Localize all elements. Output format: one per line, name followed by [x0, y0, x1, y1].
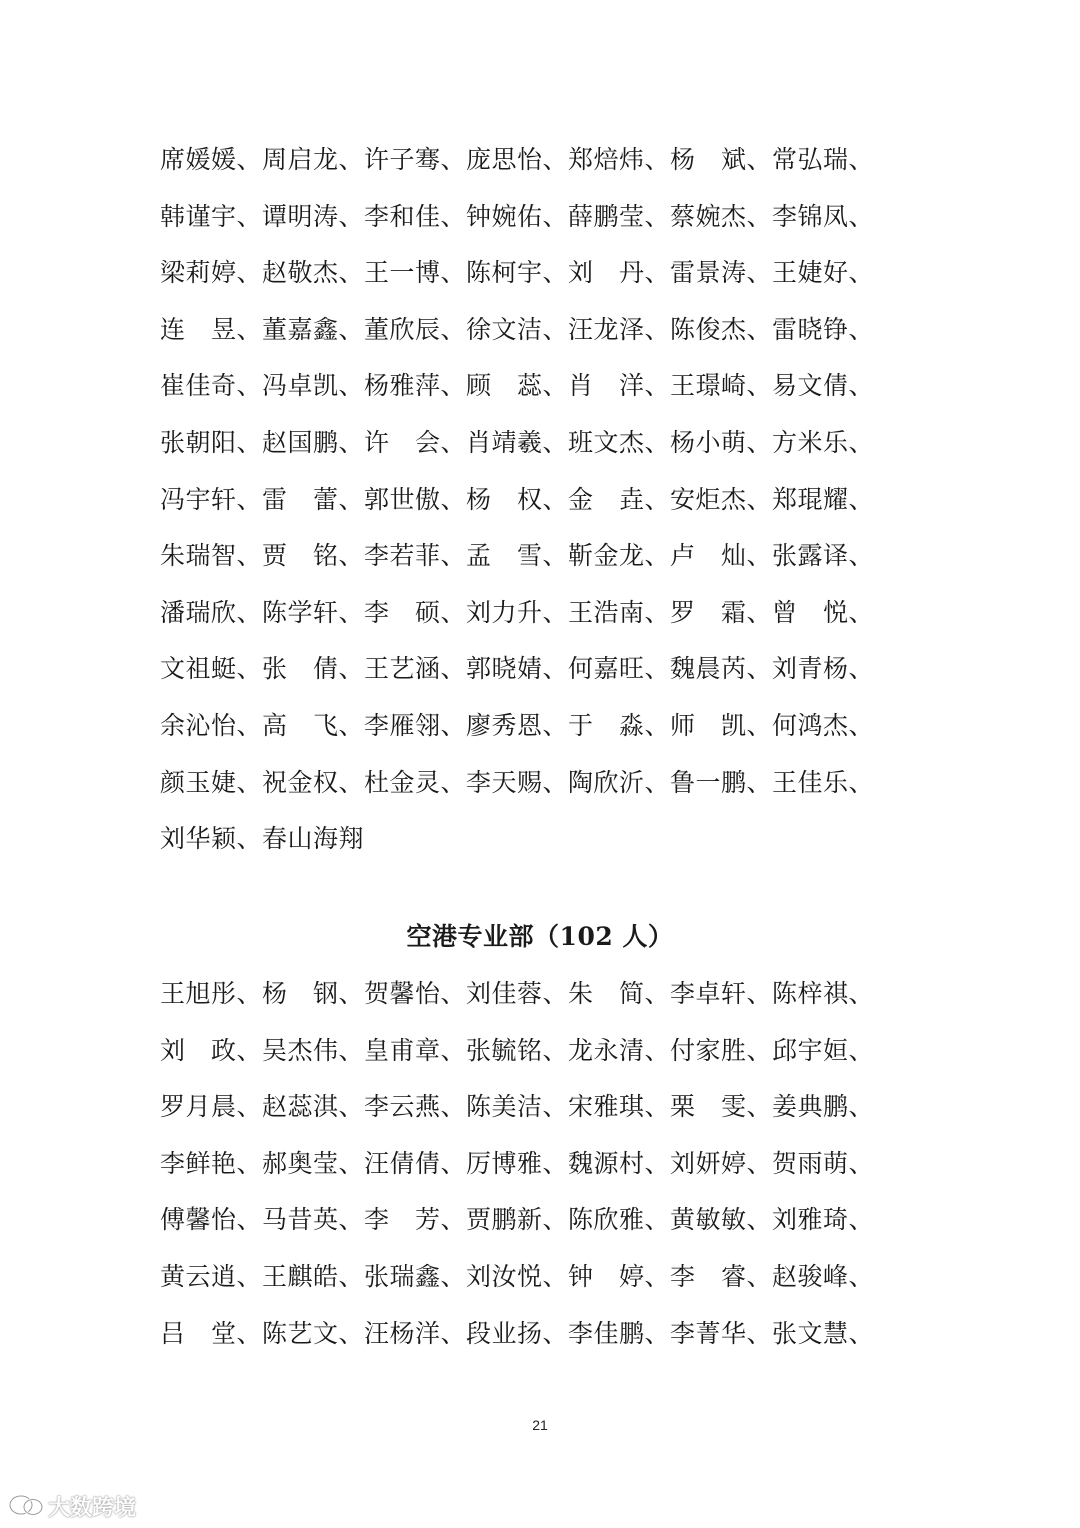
name-list-line: 潘瑞欣、陈学轩、李 硕、刘力升、王浩南、罗 霜、曾 悦、	[160, 597, 875, 627]
name-list-line: 崔佳奇、冯卓凯、杨雅萍、顾 蕊、肖 洋、王璟崎、易文倩、	[160, 371, 875, 401]
name-list-line: 刘 政、吴杰伟、皇甫章、张毓铭、龙永清、付家胜、邱宇姮、	[160, 1035, 875, 1065]
name-list-line: 张朝阳、赵国鹏、许 会、肖靖羲、班文杰、杨小萌、方米乐、	[160, 427, 875, 457]
page-number: 21	[532, 1417, 548, 1433]
name-list-line: 朱瑞智、贾 铭、李若菲、孟 雪、靳金龙、卢 灿、张露译、	[160, 541, 875, 571]
name-list-line: 罗月晨、赵蕊淇、李云燕、陈美洁、宋雅琪、栗 雯、姜典鹏、	[160, 1092, 875, 1122]
name-list-line: 梁莉婷、赵敬杰、王一博、陈柯宇、刘 丹、雷景涛、王婕好、	[160, 258, 875, 288]
name-list-section	[160, 966, 880, 1362]
name-list-line: 颜玉婕、祝金权、杜金灵、李天赐、陶欣沂、鲁一鹏、王佳乐、	[160, 767, 875, 797]
name-list-line: 余沁怡、高 飞、李雁翎、廖秀恩、于 淼、师 凯、何鸿杰、	[160, 710, 875, 740]
chat-bubble-logo-icon	[8, 1492, 44, 1520]
name-list-line: 黄云逍、王麒皓、张瑞鑫、刘汝悦、钟 婷、李 睿、赵骏峰、	[160, 1261, 875, 1291]
name-list-line: 文祖蜓、张 倩、王艺涵、郭晓婧、何嘉旺、魏晨芮、刘青杨、	[160, 654, 875, 684]
name-list-line: 刘华颖、春山海翔	[160, 824, 365, 854]
name-list-continued	[160, 132, 880, 868]
section-title: 空港专业部（102 人）	[406, 922, 674, 951]
name-list-line: 连 昱、董嘉鑫、董欣辰、徐文洁、汪龙泽、陈俊杰、雷晓铮、	[160, 314, 875, 344]
watermark-text: 大数跨境	[48, 1495, 137, 1521]
name-list-line: 席媛媛、周启龙、许子骞、庞思怡、郑焙炜、杨 斌、常弘瑞、	[160, 145, 875, 174]
watermark	[8, 1490, 136, 1522]
name-list-line: 韩谨宇、谭明涛、李和佳、钟婉佑、薛鹏莹、蔡婉杰、李锦凤、	[160, 201, 875, 231]
name-list-line: 吕 堂、陈艺文、汪杨洋、段业扬、李佳鹏、李菁华、张文慧、	[160, 1318, 875, 1348]
name-list-line: 傅馨怡、马昔英、李 芳、贾鹏新、陈欣雅、黄敏敏、刘雅琦、	[160, 1205, 875, 1235]
name-list-line: 冯宇轩、雷 蕾、郭世傲、杨 权、金 垚、安炬杰、郑琨耀、	[160, 484, 875, 514]
name-list-line: 李鲜艳、郝奥莹、汪倩倩、厉博雅、魏源村、刘妍婷、贺雨萌、	[160, 1148, 875, 1178]
name-list-line: 王旭彤、杨 钢、贺馨怡、刘佳蓉、朱 简、李卓轩、陈梓祺、	[160, 979, 875, 1008]
